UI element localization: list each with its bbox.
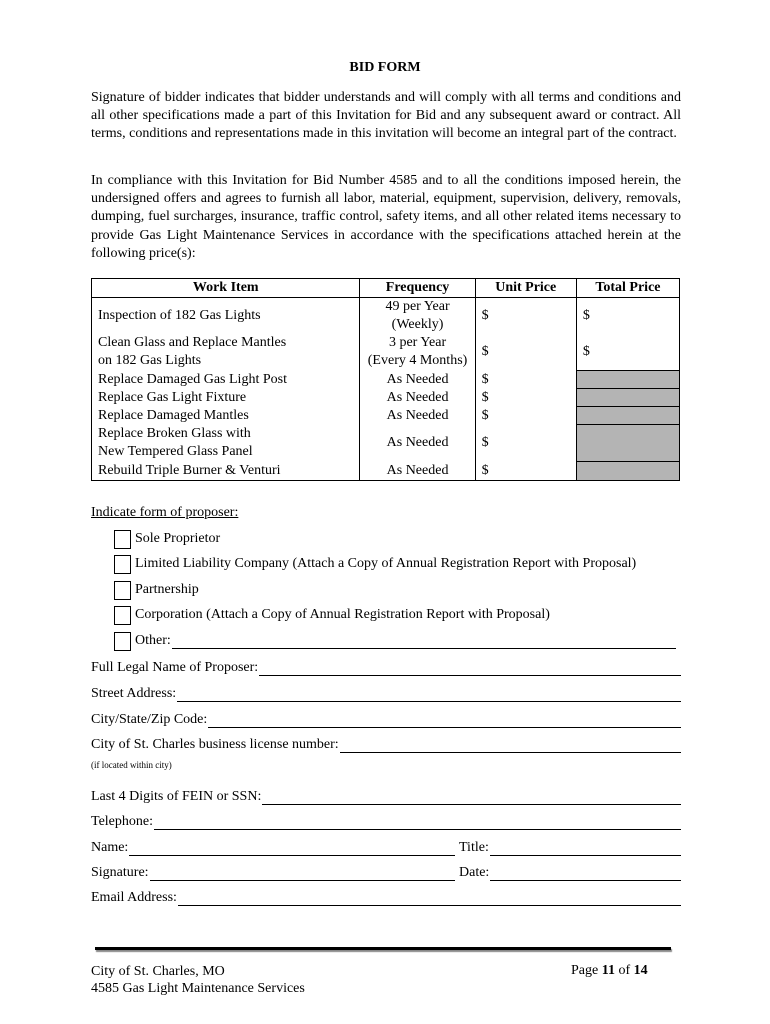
- option-corporation[interactable]: [114, 605, 550, 625]
- date-label: Date:: [459, 865, 490, 880]
- corporation-checkbox[interactable]: [114, 606, 131, 625]
- frequency-cell: As Needed: [360, 425, 475, 462]
- other-checkbox[interactable]: [114, 632, 131, 651]
- compliance-paragraph: In compliance with this Invitation for Bid Number 4585 and to all the conditions imposed herein, the undersigned offers and agrees to furnish all labor, material, equipment, supervision, delivery, removals, dumping, fuel surcharges, insurance, traffic control, safety items, and all other related items necessary to provide Gas Light Maintenance Services in accordance with the specifications attached herein at the following price(s):: [91, 173, 681, 261]
- street-address-label: Street Address:: [91, 686, 177, 701]
- unit-price-cell[interactable]: $: [475, 407, 576, 425]
- llc-checkbox[interactable]: [114, 555, 131, 574]
- email-field: [91, 888, 681, 906]
- option-sole-proprietor[interactable]: [114, 529, 220, 549]
- option-partnership[interactable]: [114, 580, 199, 600]
- option-label: Other:: [135, 633, 171, 648]
- page-title: BID FORM: [349, 60, 421, 75]
- city-state-zip-label: City/State/Zip Code:: [91, 712, 208, 727]
- intro-paragraph: Signature of bidder indicates that bidder understands and will comply with all terms and conditions and all other specifications made a part of this Invitation for Bid and any subsequent award or contract. All terms, conditions and representations made in this invitation will become an integral part of the contract.: [91, 90, 681, 142]
- sole-proprietor-checkbox[interactable]: [114, 530, 131, 549]
- fein-input-line[interactable]: [262, 790, 681, 805]
- fein-label: Last 4 Digits of FEIN or SSN:: [91, 789, 262, 804]
- name-field: [91, 840, 455, 856]
- unit-price-cell[interactable]: $: [475, 334, 576, 371]
- unit-price-cell[interactable]: $: [475, 425, 576, 462]
- frequency-cell: As Needed: [360, 407, 475, 425]
- option-llc[interactable]: [114, 554, 636, 574]
- street-address-field: [91, 684, 681, 702]
- legal-name-label: Full Legal Name of Proposer:: [91, 660, 259, 675]
- table-row: [92, 298, 680, 335]
- option-label: Limited Liability Company (Attach a Copy of Annual Registration Report with Proposal): [135, 556, 637, 571]
- legal-name-field: [91, 658, 681, 676]
- header-total-price: Total Price: [576, 279, 679, 298]
- work-item-cell: Clean Glass and Replace Mantles on 182 Gas Lights: [92, 334, 360, 371]
- name-title-row: [91, 838, 681, 856]
- email-input-line[interactable]: [178, 891, 681, 906]
- city-state-zip-field: [91, 710, 681, 728]
- frequency-cell: As Needed: [360, 462, 475, 481]
- page-total: 14: [633, 963, 648, 978]
- page-current: 11: [601, 963, 615, 978]
- work-item-cell: Inspection of 182 Gas Lights: [92, 298, 360, 335]
- bid-price-table: [91, 278, 680, 481]
- footer-org: City of St. Charles, MO: [91, 964, 225, 979]
- work-item-cell: Replace Damaged Gas Light Post: [92, 371, 360, 389]
- license-field: [91, 735, 681, 753]
- work-item-cell: Replace Gas Light Fixture: [92, 389, 360, 407]
- table-row: [92, 334, 680, 371]
- page-mid: of: [614, 963, 634, 978]
- signature-label: Signature:: [91, 865, 149, 880]
- total-price-cell[interactable]: [576, 389, 679, 407]
- total-price-cell[interactable]: [576, 425, 679, 462]
- total-price-cell[interactable]: [576, 371, 679, 389]
- telephone-input-line[interactable]: [154, 815, 681, 830]
- header-frequency: Frequency: [360, 279, 475, 298]
- table-row: [92, 425, 680, 462]
- total-price-cell[interactable]: $: [576, 334, 679, 371]
- license-note: (if located within city): [91, 760, 172, 770]
- proposer-heading: Indicate form of proposer:: [91, 505, 239, 520]
- legal-name-input-line[interactable]: [259, 661, 681, 676]
- signature-field: [91, 865, 455, 881]
- name-label: Name:: [91, 840, 129, 855]
- frequency-cell: As Needed: [360, 389, 475, 407]
- signature-date-row: [91, 863, 681, 881]
- title-field: [459, 840, 681, 856]
- footer-rule: [95, 947, 671, 950]
- total-price-cell[interactable]: $: [576, 298, 679, 335]
- license-input-line[interactable]: [340, 738, 681, 753]
- page-number: [571, 963, 648, 979]
- total-price-cell[interactable]: [576, 462, 679, 481]
- city-state-zip-input-line[interactable]: [208, 713, 681, 728]
- unit-price-cell[interactable]: $: [475, 298, 576, 335]
- telephone-field: [91, 812, 681, 830]
- email-label: Email Address:: [91, 890, 177, 905]
- header-work-item: Work Item: [92, 279, 360, 298]
- frequency-cell: 3 per Year (Every 4 Months): [360, 334, 475, 371]
- unit-price-cell[interactable]: $: [475, 462, 576, 481]
- frequency-cell: 49 per Year (Weekly): [360, 298, 475, 335]
- license-label: City of St. Charles business license number:: [91, 737, 339, 752]
- partnership-checkbox[interactable]: [114, 581, 131, 600]
- unit-price-cell[interactable]: $: [475, 371, 576, 389]
- street-address-input-line[interactable]: [177, 687, 681, 702]
- option-label: Partnership: [135, 582, 199, 597]
- page-prefix: Page: [571, 963, 602, 978]
- table-row: [92, 371, 680, 389]
- name-input-line[interactable]: [129, 841, 455, 856]
- total-price-cell[interactable]: [576, 407, 679, 425]
- title-label: Title:: [459, 840, 489, 855]
- option-other[interactable]: [114, 631, 676, 651]
- other-input-line[interactable]: [172, 634, 676, 649]
- date-input-line[interactable]: [490, 866, 681, 881]
- work-item-cell: Replace Broken Glass with New Tempered Glass Panel: [92, 425, 360, 462]
- option-label: Corporation (Attach a Copy of Annual Registration Report with Proposal): [135, 607, 550, 622]
- frequency-cell: As Needed: [360, 371, 475, 389]
- option-label: Sole Proprietor: [135, 531, 221, 546]
- signature-input-line[interactable]: [150, 866, 455, 881]
- header-unit-price: Unit Price: [475, 279, 576, 298]
- work-item-cell: Rebuild Triple Burner & Venturi: [92, 462, 360, 481]
- title-input-line[interactable]: [490, 841, 681, 856]
- work-item-cell: Replace Damaged Mantles: [92, 407, 360, 425]
- date-field: [459, 865, 681, 881]
- footer-project: 4585 Gas Light Maintenance Services: [91, 981, 305, 996]
- footer-left: [91, 963, 305, 997]
- table-row: [92, 389, 680, 407]
- table-row: [92, 407, 680, 425]
- unit-price-cell[interactable]: $: [475, 389, 576, 407]
- telephone-label: Telephone:: [91, 814, 153, 829]
- fein-field: [91, 787, 681, 805]
- table-row: [92, 462, 680, 481]
